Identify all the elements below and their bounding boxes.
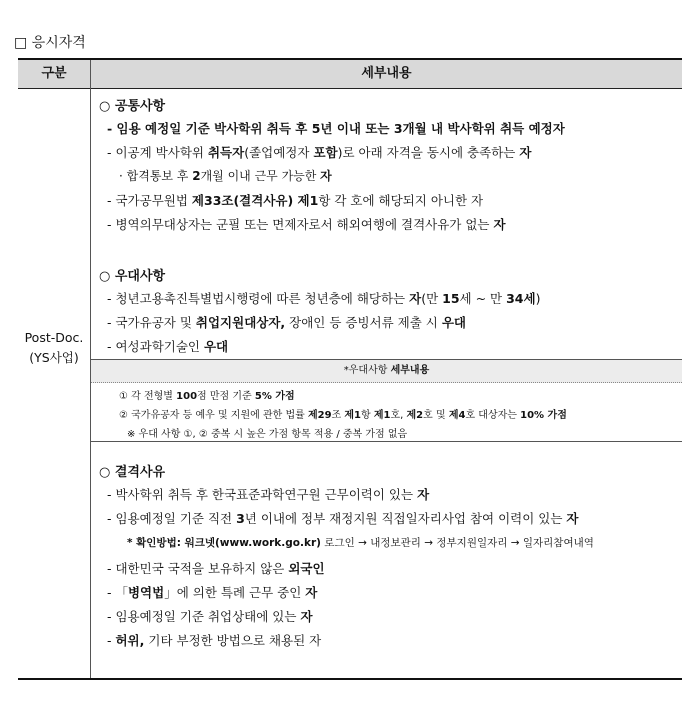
common-item-5: - 병역의무대상자는 군필 또는 면제자로서 해외여행에 결격사유가 없는 자 [107, 217, 506, 232]
table-bottom-border [18, 678, 682, 680]
preference-detail-header [91, 359, 682, 383]
preference-item-3: - 여성과학기술인 우대 [107, 339, 229, 354]
preference-detail-1: ① 각 전형별 100점 만점 기준 5% 가점 [119, 391, 295, 402]
preference-item-2: - 국가유공자 및 취업지원대상자, 장애인 등 증빙서류 제출 시 우대 [107, 315, 466, 330]
common-item-2: - 이공계 박사학위 취득자(졸업예정자 포함)로 아래 자격을 동시에 충족하는 자 [107, 145, 532, 160]
common-title: ○ 공통사항 [99, 99, 166, 114]
common-item-3: · 합격통보 후 2개월 이내 근무 가능한 자 [119, 169, 332, 183]
table-header [18, 60, 682, 89]
header-category: 구분 [41, 66, 67, 81]
category-line2: (YS사업) [29, 350, 79, 365]
disqualification-item-7: - 허위, 기타 부정한 방법으로 채용된 자 [107, 633, 322, 648]
disqualification-item-2: - 임용예정일 기준 직전 3년 이내에 정부 재정지원 직접일자리사업 참여 이력이 있는 자 [107, 511, 579, 526]
eligibility-table [18, 58, 682, 680]
disqualification-title: ○ 결격사유 [99, 465, 166, 480]
preference-title: ○ 우대사항 [99, 269, 166, 284]
disqualification-item-3: * 확인방법: 워크넷(www.work.go.kr) 로그인 → 내정보관리 → 정부지원일자리 → 일자리참여내역 [127, 537, 594, 549]
category-line1: Post-Doc. [24, 330, 84, 345]
preference-detail-3: ※ 우대 사항 ①, ② 중복 시 높은 가점 항목 적용 / 중복 가점 없음 [127, 429, 408, 440]
section-title: □ 응시자격 [14, 35, 86, 51]
preference-detail-header-text: *우대사항 세부내용 [343, 365, 430, 376]
common-item-1: - 임용 예정일 기준 박사학위 취득 후 5년 이내 또는 3개월 내 박사학위 취득 예정자 [107, 121, 565, 136]
category-cell [18, 328, 90, 368]
disqualification-item-5: - 「병역법」에 의한 특례 근무 중인 자 [107, 585, 318, 600]
disqualification-item-4: - 대한민국 국적을 보유하지 않은 외국인 [107, 561, 325, 576]
preference-detail-2: ② 국가유공자 등 예우 및 지원에 관한 법률 제29조 제1항 제1호, 제2호 및 제4호 대상자는 10% 가점 [119, 410, 567, 421]
common-item-4: - 국가공무원법 제33조(결격사유) 제1항 각 호에 해당되지 아니한 자 [107, 193, 484, 208]
disqualification-item-6: - 임용예정일 기준 취업상태에 있는 자 [107, 609, 313, 624]
header-details: 세부내용 [361, 66, 412, 81]
preference-detail-divider [91, 441, 682, 442]
disqualification-item-1: - 박사학위 취득 후 한국표준과학연구원 근무이력이 있는 자 [107, 487, 430, 502]
preference-item-1: - 청년고용촉진특별법시행령에 따른 청년층에 해당하는 자(만 15세 ~ 만 34세) [107, 291, 541, 306]
